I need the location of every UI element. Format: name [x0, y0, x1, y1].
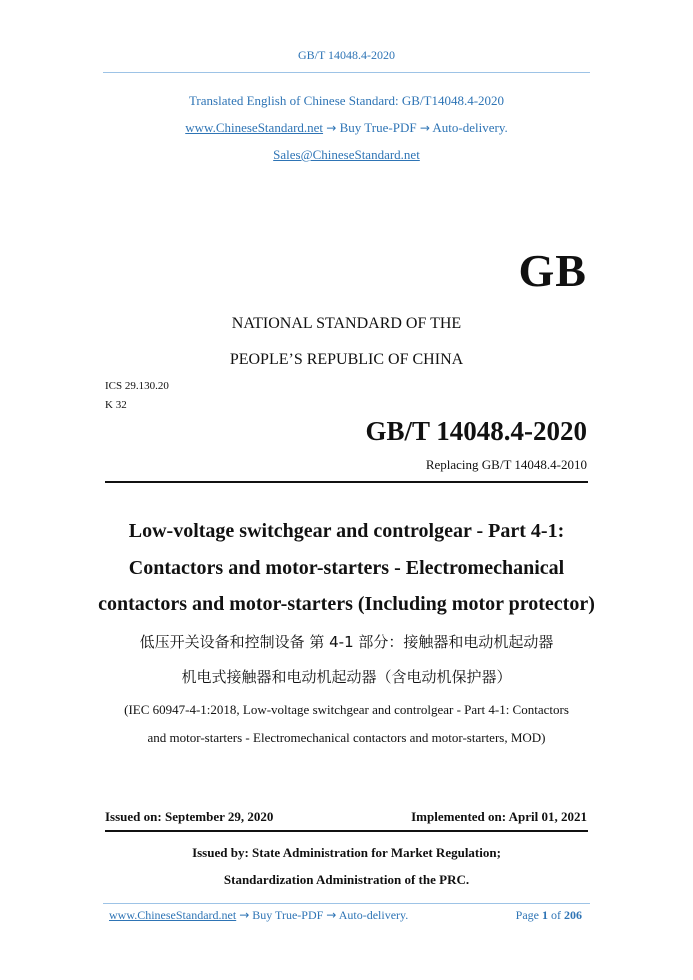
title-en-line2: Contactors and motor-starters - Electromechanical: [128, 557, 565, 579]
title-cn-line1: 低压开关设备和控制设备 第 4-1 部分：接触器和电动机起动器: [139, 633, 554, 651]
buy-pdf-text: Buy True-PDF: [339, 120, 417, 135]
page-header-title: GB/T 14048.4-2020: [297, 48, 396, 62]
page-indicator: [516, 908, 582, 923]
footer-auto-text: Auto-delivery.: [338, 908, 409, 922]
issuer-line1: Issued by: State Administration for Market Regulation;: [192, 845, 501, 860]
arrow-right-icon: →: [419, 121, 430, 135]
national-standard-line2: PEOPLE’S REPUBLIC OF CHINA: [229, 351, 464, 368]
page-number: 1: [542, 908, 548, 922]
classification-code: K 32: [105, 399, 127, 411]
footer-buy-text: Buy True-PDF: [252, 908, 324, 922]
issuer-line2: Standardization Administration of the PRC.: [223, 872, 470, 887]
header-divider: [103, 72, 590, 73]
replacing-standard: Replacing GB/T 14048.4-2010: [425, 457, 587, 472]
issued-on-date: Issued on: September 29, 2020: [105, 809, 274, 824]
gb-logo: GB: [518, 245, 587, 296]
title-en-line1: Low-voltage switchgear and controlgear - Part 4-1:: [128, 520, 565, 542]
sales-line: [0, 147, 693, 163]
title-en-line3: contactors and motor-starters (Including motor protector): [98, 593, 595, 615]
site-link[interactable]: www.ChineseStandard.net: [185, 120, 324, 135]
promo-line: [0, 120, 693, 136]
title-divider: [105, 481, 588, 483]
dates-divider: [105, 830, 588, 832]
national-standard-line1: NATIONAL STANDARD OF THE: [231, 315, 462, 332]
arrow-right-icon: →: [326, 121, 337, 135]
footer-site-link[interactable]: www.ChineseStandard.net: [109, 908, 237, 922]
standard-number: GB/T 14048.4-2020: [365, 416, 587, 446]
of-label: of: [551, 908, 561, 922]
page-label: Page: [515, 908, 539, 922]
sales-email-link[interactable]: Sales@ChineseStandard.net: [273, 147, 420, 162]
total-pages: 206: [564, 908, 582, 922]
iec-reference-line1: (IEC 60947-4-1:2018, Low-voltage switchgear and controlgear - Part 4-1: Contactors: [124, 702, 569, 717]
iec-reference-line2: and motor-starters - Electromechanical contactors and motor-starters, MOD): [147, 730, 546, 745]
implemented-on-date: Implemented on: April 01, 2021: [411, 809, 587, 824]
auto-delivery-text: Auto-delivery.: [432, 120, 508, 135]
footer-divider: [103, 903, 590, 904]
translated-notice: Translated English of Chinese Standard: GB/T14048.4-2020: [188, 93, 505, 108]
title-cn-line2: 机电式接触器和电动机起动器（含电动机保护器）: [181, 668, 512, 686]
footer-promo: [109, 908, 408, 923]
ics-code: ICS 29.130.20: [105, 380, 169, 392]
arrow-right-icon: →: [326, 908, 337, 922]
arrow-right-icon: →: [239, 908, 250, 922]
